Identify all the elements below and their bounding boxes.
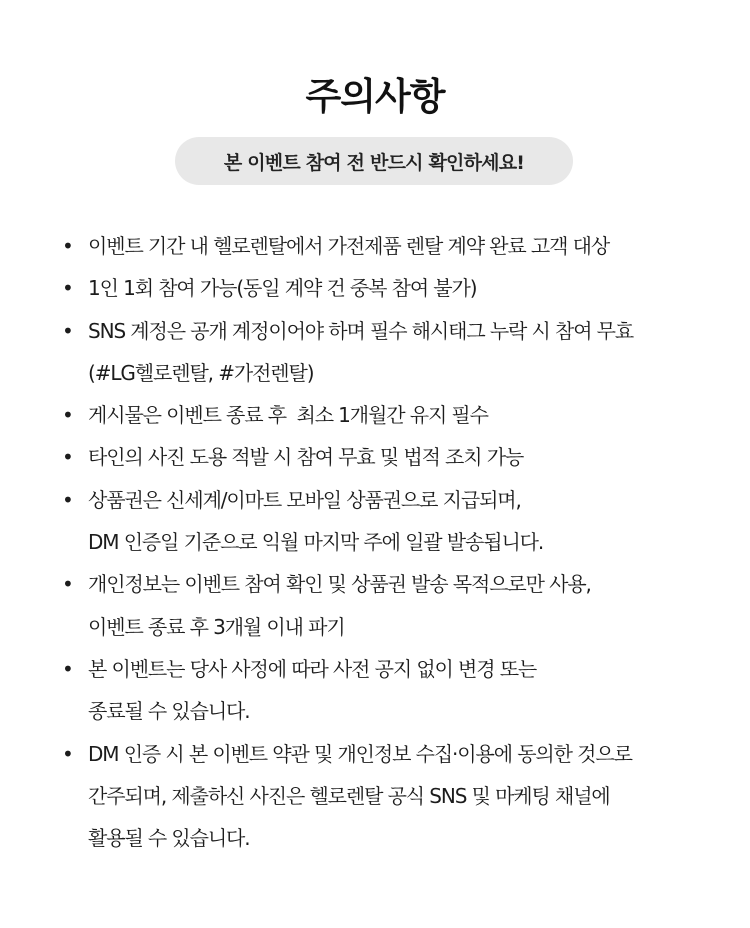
notice-line: 게시물은 이벤트 종료 후 최소 1개월간 유지 필수: [88, 403, 488, 428]
notice-line: 개인정보는 이벤트 참여 확인 및 상품권 발송 목적으로만 사용,: [88, 572, 591, 597]
notice-line: DM 인증 시 본 이벤트 약관 및 개인정보 수집·이용에 동의한 것으로: [88, 741, 632, 766]
notice-line: 1인 1회 참여 가능(동일 계약 건 중복 참여 불가): [88, 276, 477, 301]
notice-item-eligibility: [0, 225, 750, 267]
notice-line-hashtags: (#LG헬로렌탈, #가전렌탈): [88, 360, 314, 385]
notice-line: 이벤트 종료 후 3개월 이내 파기: [88, 614, 345, 639]
notice-item-gift-voucher: [0, 479, 750, 564]
notice-line: 활용될 수 있습니다.: [88, 826, 250, 851]
notice-list: [0, 225, 750, 859]
notice-subtitle-text: 본 이벤트 참여 전 반드시 확인하세요!: [223, 151, 525, 174]
bullet-icon: •: [62, 445, 73, 470]
notice-line: DM 인증일 기준으로 익월 마지막 주에 일괄 발송됩니다.: [88, 530, 544, 555]
notice-line: 본 이벤트는 당사 사정에 따라 사전 공지 없이 변경 또는: [88, 656, 537, 681]
notice-item-event-change: [0, 648, 750, 733]
bullet-icon: •: [62, 403, 73, 428]
bullet-icon: •: [62, 234, 73, 258]
notice-item-sns-account: [0, 310, 750, 395]
notice-item-post-retention: [0, 394, 750, 436]
notice-line: 이벤트 기간 내 헬로렌탈에서 가전제품 렌탈 계약 완료 고객 대상: [88, 234, 610, 258]
notice-line: 상품권은 신세계/이마트 모바일 상품권으로 지급되며,: [88, 487, 521, 512]
bullet-icon: •: [62, 741, 73, 766]
notice-item-participation-limit: [0, 267, 750, 309]
notice-item-dm-consent: [0, 733, 750, 860]
notice-line: 종료될 수 있습니다.: [88, 699, 250, 724]
bullet-icon: •: [62, 318, 73, 343]
notice-subtitle-badge: [175, 137, 573, 185]
notice-item-privacy: [0, 563, 750, 648]
bullet-icon: •: [62, 276, 73, 301]
notice-line: 간주되며, 제출하신 사진은 헬로렌탈 공식 SNS 및 마케팅 채널에: [88, 783, 610, 808]
page-title: 주의사항: [305, 75, 445, 118]
notice-line: 타인의 사진 도용 적발 시 참여 무효 및 법적 조치 가능: [88, 445, 524, 470]
bullet-icon: •: [62, 487, 73, 512]
bullet-icon: •: [62, 656, 73, 681]
notice-item-photo-theft: [0, 436, 750, 478]
notice-line: SNS 계정은 공개 계정이어야 하며 필수 해시태그 누락 시 참여 무효: [88, 318, 634, 343]
bullet-icon: •: [62, 572, 73, 597]
